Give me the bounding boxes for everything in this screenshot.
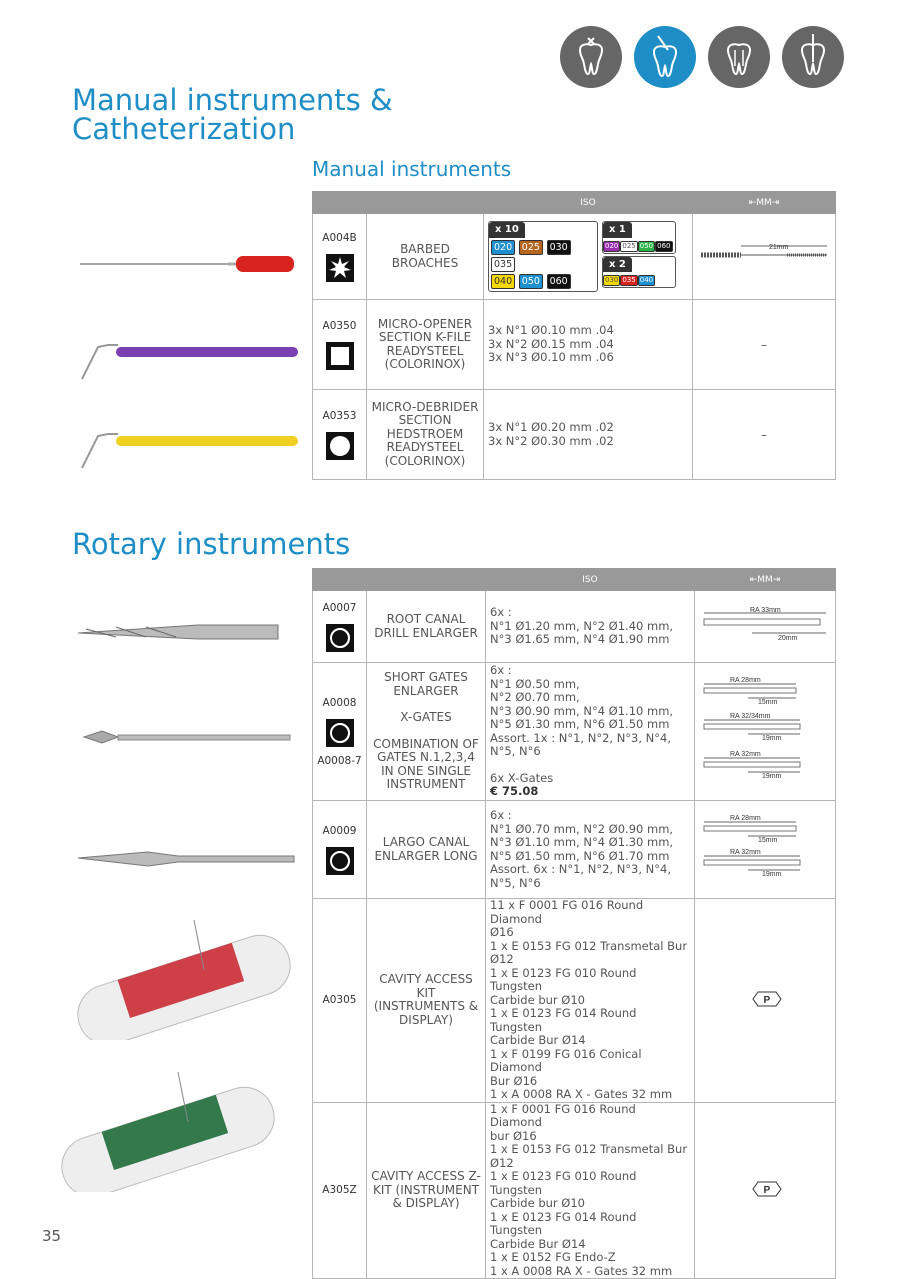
spec-line: N°3 Ø1.10 mm, N°4 Ø1.30 mm, [490, 835, 674, 849]
spec-line: 1 x E 0152 FG Endo-Z [490, 1250, 616, 1264]
spec-line: Ø12 [490, 1155, 514, 1170]
color-chip: 030 [605, 276, 619, 285]
tooth-canal-icon [708, 26, 770, 88]
drill-enlarger-image [76, 615, 296, 651]
length-label: 19mm [762, 773, 782, 780]
product-name: MICRO-OPENER SECTION K-FILE READYSTEEL (COLORINOX) [367, 300, 484, 390]
spec-line: 3x N°1 Ø0.10 mm .04 [488, 323, 614, 338]
badge-label: P [763, 994, 771, 1006]
color-chip: 035 [622, 276, 636, 285]
spec-line: 1 x E 0123 FG 010 Round Tungsten [490, 965, 637, 993]
spec-line: 3x N°2 Ø0.30 mm .02 [488, 433, 614, 448]
product-code: A0353 [322, 409, 357, 422]
title-line-2: Catheterization [72, 112, 296, 146]
table-row [313, 591, 836, 663]
ra-label: RA 32mm [730, 849, 761, 856]
badge-label: P [763, 1184, 771, 1196]
spec-line: 6x : [490, 605, 512, 620]
spec-line: N°2 Ø0.70 mm, [490, 690, 580, 705]
spec-line: N°1 Ø1.20 mm, N°2 Ø1.40 mm, [490, 618, 674, 633]
length-label: 15mm [758, 699, 778, 706]
ra-label: RA 32/34mm [730, 713, 771, 720]
tooth-access-icon [560, 26, 622, 88]
table-header [313, 192, 836, 214]
product-code-2: A0008-7 [317, 754, 362, 767]
table-row [313, 899, 836, 1103]
shank-length-diagram [695, 591, 836, 663]
spec-line: 3x N°1 Ø0.20 mm .02 [488, 420, 614, 434]
ra-label: RA 32mm [730, 751, 761, 758]
spec-line: 1 x A 0008 RA X - Gates 32 mm [490, 1087, 673, 1101]
p-badge-icon [752, 991, 778, 1005]
color-chip: 030 [547, 240, 571, 255]
circle-symbol-icon [326, 432, 354, 460]
rotary-symbol-icon [326, 624, 354, 652]
tooth-instrument-icon [634, 26, 696, 88]
col-iso: ISO [484, 192, 693, 214]
col-mm: ⇤MM⇥ [695, 569, 836, 591]
star-symbol-icon [326, 254, 354, 282]
length-label: 21mm [769, 244, 789, 251]
spec-line: Carbide Bur Ø14 [490, 1236, 586, 1251]
spec-line: 11 x F 0001 FG 016 Round Diamond [490, 898, 644, 926]
length-label: 20mm [778, 635, 798, 642]
rotary-symbol-icon [326, 719, 354, 747]
color-chip: 020 [605, 241, 619, 250]
spec-line: N°5 Ø1.30 mm, N°6 Ø1.50 mm [490, 717, 670, 732]
table-row [313, 801, 836, 899]
spec-line: N°5 Ø1.50 mm, N°6 Ø1.70 mm [490, 848, 670, 863]
product-code: A0305 [313, 899, 367, 1103]
table-row [313, 663, 836, 801]
ra-label: RA 28mm [730, 677, 761, 684]
rotary-title: Rotary instruments [72, 527, 351, 561]
color-chip: 040 [491, 274, 515, 289]
manual-subtitle: Manual instruments [312, 157, 512, 181]
product-code: A305Z [313, 1102, 367, 1279]
spec-line: Ø12 [490, 952, 514, 966]
manual-instruments-table [312, 191, 836, 480]
largo-enlarger-image [76, 845, 298, 871]
spec-line: Carbide bur Ø10 [490, 1196, 585, 1210]
spec-line: 6x : [490, 663, 512, 678]
length-label: 19mm [762, 871, 782, 878]
title-line-1: Manual instruments & [72, 83, 393, 117]
spec-line: Bur Ø16 [490, 1073, 538, 1088]
spec-line: bur Ø16 [490, 1128, 537, 1143]
square-symbol-icon [326, 342, 354, 370]
color-chip: 035 [491, 257, 515, 272]
spec-line: 1 x F 0001 FG 016 Round Diamond [490, 1101, 636, 1129]
color-chip: 025 [622, 241, 636, 250]
ra-label: RA 28mm [730, 815, 761, 822]
pack-x10: x 10 [489, 222, 525, 238]
spec-line: Assort. 1x : N°1, N°2, N°3, N°4, [490, 730, 672, 745]
color-chip: 020 [491, 240, 515, 255]
table-header [313, 569, 836, 591]
product-code: A004B [322, 231, 357, 244]
p-badge-icon [752, 1181, 778, 1195]
spec-line: 1 x F 0199 FG 016 Conical Diamond [490, 1046, 642, 1074]
product-code: A0007 [322, 601, 357, 614]
spec-line: 1 x E 0123 FG 014 Round Tungsten [490, 1006, 637, 1034]
product-name: COMBINATION OF GATES N.1,2,3,4 IN ONE SINGLE INSTRUMENT [373, 736, 479, 792]
spec-line: Carbide Bur Ø14 [490, 1033, 586, 1047]
length-value: – [693, 300, 836, 390]
length-label: 19mm [762, 735, 782, 742]
length-value: – [693, 390, 836, 480]
product-name: MICRO-DEBRIDER SECTION HEDSTROEM READYSTEEL (COLORINOX) [367, 390, 484, 480]
product-code: A0009 [322, 824, 357, 837]
product-name: SHORT GATES ENLARGER [384, 670, 468, 698]
table-row [313, 214, 836, 300]
length-label: 15mm [758, 837, 778, 844]
product-name: CAVITY ACCESS Z-KIT (INSTRUMENT & DISPLAY) [367, 1102, 486, 1279]
spec-line: 1 x A 0008 RA X - Gates 32 mm [490, 1263, 673, 1278]
page-number: 35 [42, 1227, 62, 1245]
spec-line: N°5, N°6 [490, 875, 541, 890]
product-name: BARBED BROACHES [367, 214, 484, 300]
cavity-access-kit-image [64, 910, 304, 1040]
product-name: X-GATES [400, 710, 452, 725]
page-title [72, 83, 393, 146]
ra-label: RA 33mm [750, 607, 781, 614]
color-chip: 025 [519, 240, 543, 255]
micro-opener-image [78, 325, 303, 385]
shank-length-diagram [695, 801, 836, 899]
spec-line: 1 x E 0123 FG 010 Round Tungsten [490, 1169, 637, 1197]
color-chip: 050 [639, 241, 654, 250]
product-name: CAVITY ACCESS KIT (INSTRUMENTS & DISPLAY) [367, 899, 486, 1103]
spec-line: Carbide bur Ø10 [490, 992, 585, 1007]
spec-line: N°1 Ø0.50 mm, [490, 676, 580, 691]
col-mm: ⇤MM⇥ [693, 192, 836, 214]
product-code: A0008 [322, 696, 357, 709]
shank-length-diagram [695, 663, 836, 801]
color-chip: 060 [657, 241, 671, 250]
pack-x2: x 2 [603, 257, 632, 273]
pack-x1: x 1 [603, 222, 632, 238]
spec-line: Assort. 6x : N°1, N°2, N°3, N°4, [490, 862, 672, 876]
spec-line: 1 x E 0153 FG 012 Transmetal Bur [490, 1142, 688, 1156]
color-chip: 050 [519, 274, 543, 289]
file-length-diagram [693, 214, 836, 300]
spec-line: N°3 Ø0.90 mm, N°4 Ø1.10 mm, [490, 703, 674, 718]
rotary-symbol-icon [326, 847, 354, 875]
spec-line: 3x N°2 Ø0.15 mm .04 [488, 336, 614, 351]
spec-line: 1 x E 0153 FG 012 Transmetal Bur [490, 938, 688, 953]
gates-enlarger-image [78, 725, 298, 749]
iso-color-codes [484, 214, 693, 300]
spec-line: 3x N°3 Ø0.10 mm .06 [488, 350, 614, 365]
barbed-broach-image [78, 250, 298, 280]
table-row [313, 390, 836, 480]
spec-line: N°3 Ø1.65 mm, N°4 Ø1.90 mm [490, 632, 670, 647]
price: € 75.08 [490, 784, 539, 799]
cavity-access-zkit-image [48, 1062, 298, 1192]
col-iso: ISO [486, 569, 695, 591]
spec-line: Ø16 [490, 925, 514, 939]
rotary-instruments-table [312, 568, 836, 1279]
spec-line: 1 x E 0123 FG 014 Round Tungsten [490, 1209, 637, 1237]
spec-line: N°1 Ø0.70 mm, N°2 Ø0.90 mm, [490, 821, 674, 836]
tooth-file-icon [782, 26, 844, 88]
table-row [313, 300, 836, 390]
color-chip: 060 [547, 274, 571, 289]
micro-debrider-image [78, 412, 303, 472]
spec-line: 6x X-Gates [490, 770, 554, 785]
color-chip: 040 [639, 276, 654, 285]
product-name: LARGO CANAL ENLARGER LONG [367, 801, 486, 899]
product-code: A0350 [322, 319, 357, 332]
table-row [313, 1102, 836, 1279]
product-name: ROOT CANAL DRILL ENLARGER [367, 591, 486, 663]
spec-line: N°5, N°6 [490, 744, 541, 759]
spec-line: 6x : [490, 808, 512, 822]
